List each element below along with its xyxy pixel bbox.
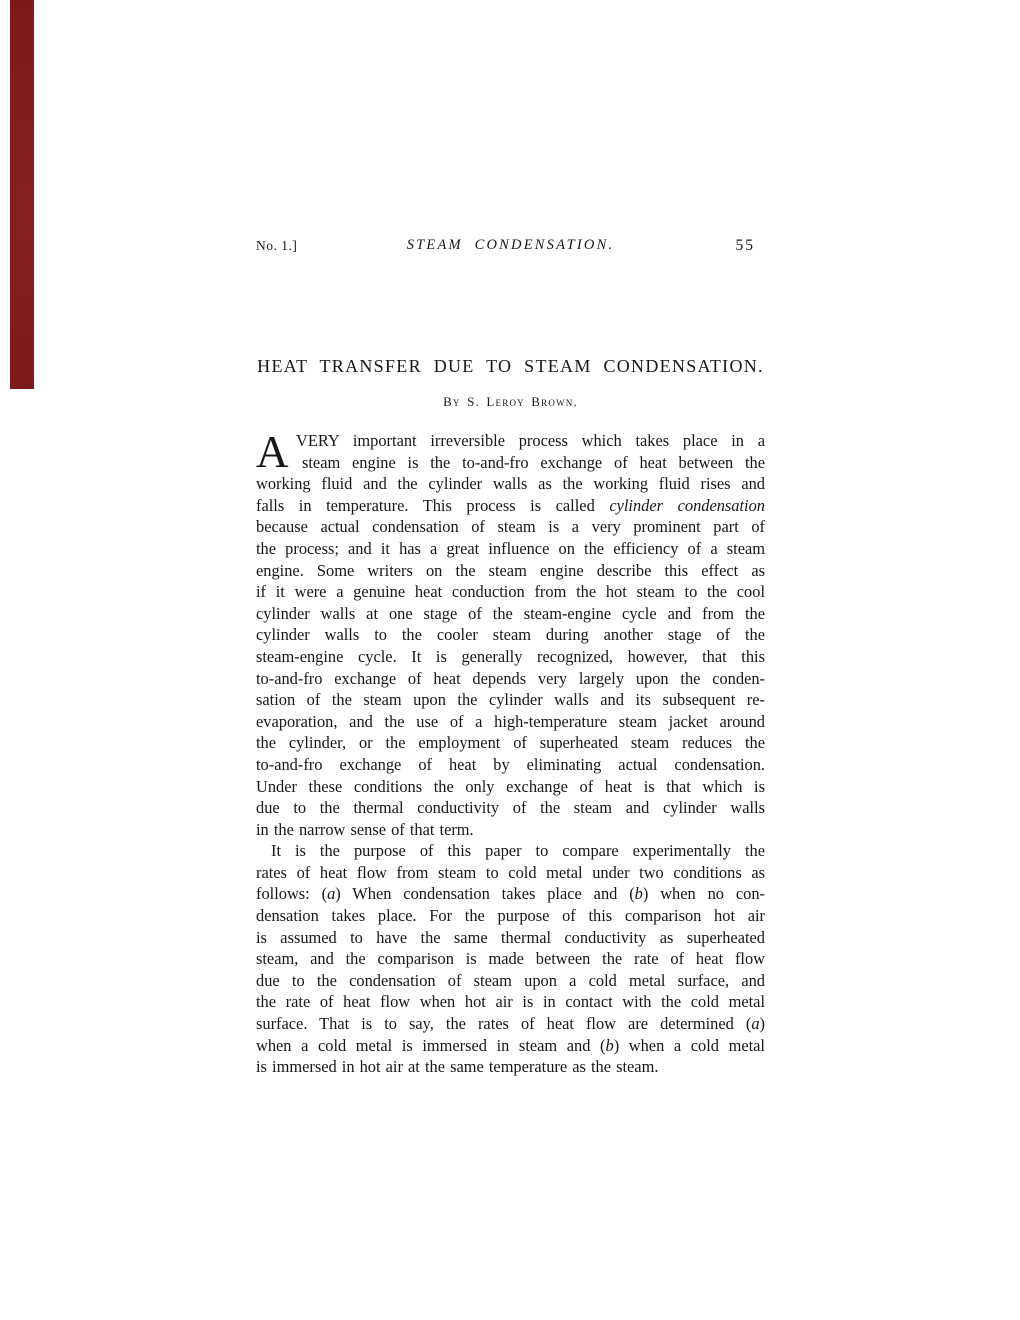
article-body xyxy=(256,427,765,1078)
text-line: evaporation, and the use of a high-temperature steam jacket around xyxy=(256,711,765,731)
article-title: HEAT TRANSFER DUE TO STEAM CONDENSATION. xyxy=(257,356,764,376)
paragraph xyxy=(256,427,765,840)
text-line: to-and-fro exchange of heat depends very largely upon the conden- xyxy=(256,668,765,688)
paragraph xyxy=(256,840,765,1078)
text-line: because actual condensation of steam is a very prominent part of xyxy=(256,517,765,537)
page-number: 55 xyxy=(735,237,755,254)
text-line: surface. That is to say, the rates of heat flow are determined (a) xyxy=(256,1014,765,1034)
text-line: follows: (a) When condensation takes place and (b) when no con- xyxy=(256,884,765,904)
text-line: due to the thermal conductivity of the steam and cylinder walls xyxy=(256,798,765,818)
text-line: Under these conditions the only exchange of heat is that which is xyxy=(256,776,765,796)
text-line: cylinder walls to the cooler steam during another stage of the xyxy=(256,625,765,645)
text-line: steam, and the comparison is made between the rate of heat flow xyxy=(256,949,765,969)
text-line: engine. Some writers on the steam engine describe this effect as xyxy=(256,560,765,580)
text-line: falls in temperature. This process is called cylinder condensation xyxy=(256,495,765,515)
text-line: VERY important irreversible process which takes place in a xyxy=(296,431,765,450)
text-line: the cylinder, or the employment of superheated steam reduces the xyxy=(256,733,765,753)
byline: By S. Leroy Brown. xyxy=(443,394,578,409)
text-line: if it were a genuine heat conduction from the hot steam to the cool xyxy=(256,582,765,602)
running-title: STEAM CONDENSATION. xyxy=(406,237,615,253)
text-line: steam engine is the to-and-fro exchange of heat between the xyxy=(302,452,765,472)
text-line: is immersed in hot air at the same temperature as the steam. xyxy=(256,1057,659,1077)
text-line: to-and-fro exchange of heat by eliminating actual condensation. xyxy=(256,754,765,774)
issue-number: No. 1.] xyxy=(256,238,298,253)
text-line: steam-engine cycle. It is generally recognized, however, that this xyxy=(256,646,765,666)
text-line: in the narrow sense of that term. xyxy=(256,819,474,839)
text-line: when a cold metal is immersed in steam and (b) when a cold metal xyxy=(256,1035,765,1055)
text-line: densation takes place. For the purpose of this comparison hot air xyxy=(256,906,765,926)
text-line: is assumed to have the same thermal conductivity as superheated xyxy=(256,927,765,947)
drop-cap: A xyxy=(256,427,289,477)
text-line: It is the purpose of this paper to compare experimentally the xyxy=(271,841,765,861)
text-line: cylinder walls at one stage of the steam-engine cycle and from the xyxy=(256,603,765,623)
text-line: due to the condensation of steam upon a cold metal surface, and xyxy=(256,970,765,990)
text-line: rates of heat flow from steam to cold metal under two conditions as xyxy=(256,862,765,882)
scan-artifact-bar xyxy=(10,0,34,389)
text-line: the rate of heat flow when hot air is in contact with the cold metal xyxy=(256,992,765,1012)
running-header xyxy=(256,237,765,257)
text-line: sation of the steam upon the cylinder walls and its subsequent re- xyxy=(256,690,765,710)
text-line: working fluid and the cylinder walls as the working fluid rises and xyxy=(256,474,765,494)
text-line: the process; and it has a great influence on the efficiency of a steam xyxy=(256,538,765,558)
